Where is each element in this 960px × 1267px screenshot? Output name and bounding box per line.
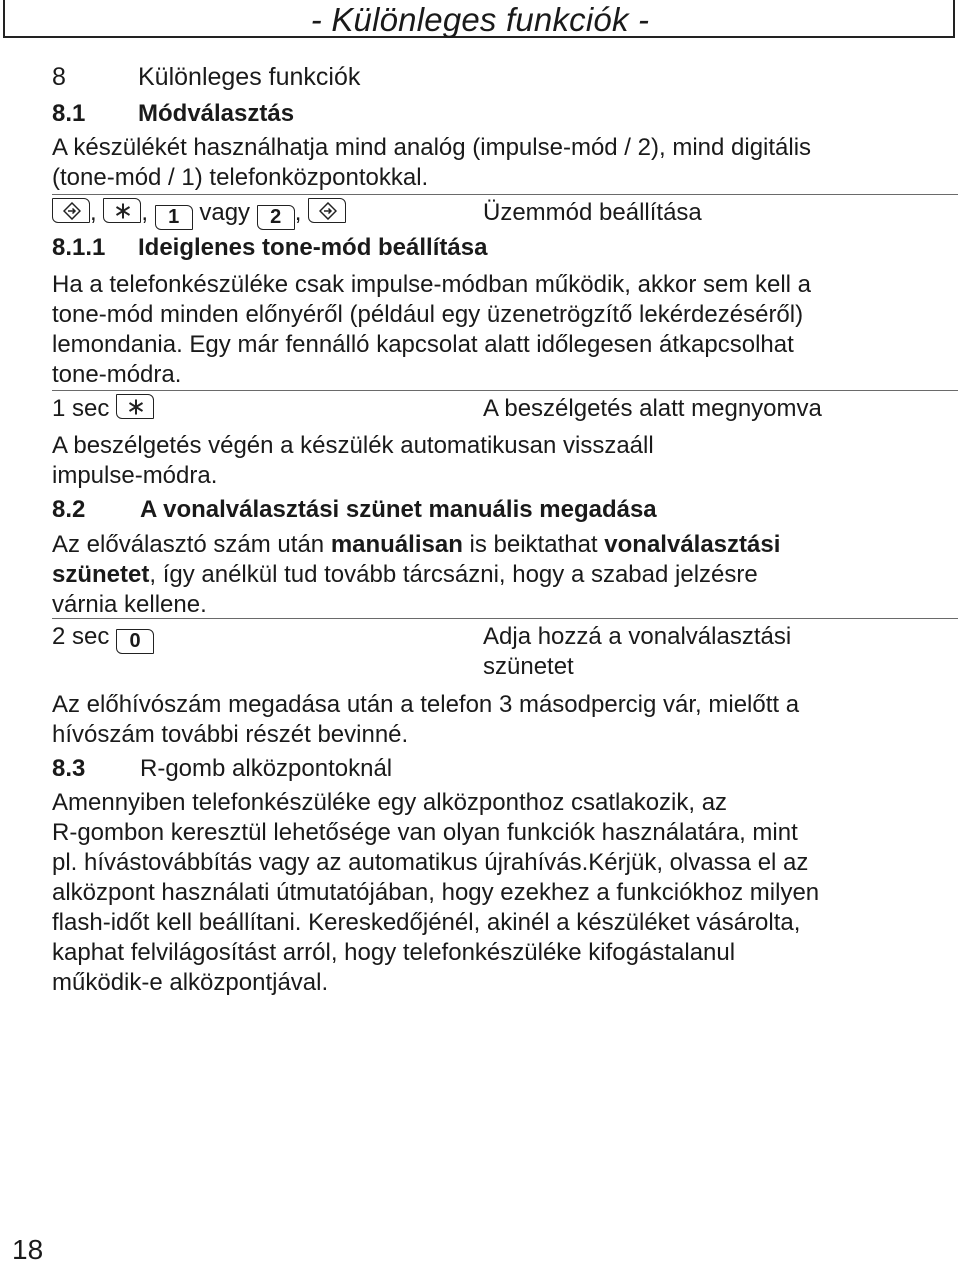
digit-key-0: 0 (116, 629, 154, 654)
divider (52, 194, 958, 195)
duration-label: 2 sec (52, 623, 110, 650)
paragraph-line: flash-időt kell beállítani. Kereskedőjénél, akinél a készüléket vásárolta, (52, 909, 801, 936)
text-run: is beiktathat (462, 531, 605, 558)
menu-key (308, 198, 346, 223)
text-run: Az előválasztó szám után (52, 531, 331, 558)
running-header-title: - Különleges funkciók - (310, 1, 650, 38)
paragraph-line: Amennyiben telefonkészüléke egy alközponthoz csatlakozik, az (52, 789, 728, 816)
or-text: vagy (199, 199, 251, 226)
divider (52, 390, 958, 391)
section-8-3-heading (52, 754, 392, 784)
paragraph-line: A beszélgetés végén a készülék automatikusan visszaáll (52, 432, 654, 459)
bold-term: szünetet (52, 561, 150, 588)
divider (52, 618, 958, 619)
menu-diamond-arrow-icon (63, 202, 81, 220)
paragraph-line (52, 530, 780, 560)
paragraph-line: hívószám további részét bevinné. (52, 721, 409, 748)
paragraph-line: Az előhívószám megadása után a telefon 3 másodpercig vár, mielőtt a (52, 691, 800, 718)
section-8-2-heading (52, 495, 657, 525)
paragraph-line: impulse-módra. (52, 462, 218, 489)
section-title: Ideiglenes tone-mód beállítása (138, 234, 488, 261)
paragraph-line: (tone-mód / 1) telefonközpontokkal. (52, 164, 429, 191)
digit-key-2: 2 (257, 205, 295, 230)
paragraph-line: tone-módra. (52, 361, 182, 388)
instruction-description: Adja hozzá a vonalválasztási (483, 623, 792, 650)
paragraph-line: pl. hívástovábbítás vagy az automatikus újrahívás.Kérjük, olvassa el az (52, 849, 809, 876)
section-8-1-heading (52, 99, 294, 129)
bold-term: manuálisan (330, 531, 463, 558)
instruction-description: Üzemmód beállítása (483, 199, 702, 226)
page-number: 18 (12, 1234, 44, 1265)
instruction-row (52, 622, 792, 654)
section-number: 8.3 (52, 755, 86, 782)
key-sequence-row (52, 198, 702, 230)
text-run: keresztül lehetősége van olyan funkciók használatára, mint (164, 819, 798, 846)
menu-diamond-arrow-icon (319, 202, 337, 220)
separator: , (141, 199, 149, 226)
separator: , (294, 199, 302, 226)
text-run: , így anélkül tud tovább tárcsázni, hogy a szabad jelzésre (149, 561, 758, 588)
paragraph-line: lemondania. Egy már fennálló kapcsolat alatt időlegesen átkapcsolhat (52, 331, 794, 358)
paragraph-line: kaphat felvilágosítást arról, hogy telefonkészüléke kifogástalanul (52, 939, 736, 966)
star-asterisk-icon (127, 398, 145, 416)
section-title: R-gomb alközpontoknál (140, 755, 393, 782)
separator: , (90, 199, 97, 226)
section-number: 8.1.1 (52, 234, 106, 261)
instruction-description: A beszélgetés alatt megnyomva (483, 395, 822, 422)
section-title: A vonalválasztási szünet manuális megadása (140, 496, 657, 523)
star-key (103, 198, 141, 223)
paragraph-line: tone-mód minden előnyéről (például egy üzenetrögzítő lekérdezéséről) (52, 301, 804, 328)
duration-label: 1 sec (52, 395, 110, 422)
paragraph-line (52, 818, 798, 848)
paragraph-line: Ha a telefonkészüléke csak impulse-módban működik, akkor sem kell a (52, 271, 812, 298)
section-title: Különleges funkciók (138, 63, 361, 91)
digit-key-1: 1 (155, 205, 193, 230)
paragraph-line: működik-e alközpontjával. (52, 969, 329, 996)
paragraph-line: alközpont használati útmutatójában, hogy ezekhez a funkciókhoz milyen (52, 879, 820, 906)
instruction-description-continued: szünetet (483, 653, 574, 680)
section-number: 8 (52, 63, 66, 91)
paragraph-line (52, 560, 758, 590)
star-key (116, 394, 154, 419)
section-8-1-1-heading (52, 233, 487, 263)
section-8-heading (52, 62, 360, 92)
section-number: 8.2 (52, 496, 86, 523)
bold-term: vonalválasztási (604, 531, 781, 558)
instruction-row (52, 394, 822, 424)
paragraph-line: várnia kellene. (52, 591, 207, 618)
key-term: R-gombon (52, 819, 165, 846)
section-title: Módválasztás (138, 100, 295, 127)
star-asterisk-icon (114, 202, 132, 220)
section-number: 8.1 (52, 100, 86, 127)
menu-key (52, 198, 90, 223)
paragraph-line: A készülékét használhatja mind analóg (impulse-mód / 2), mind digitális (52, 134, 812, 161)
